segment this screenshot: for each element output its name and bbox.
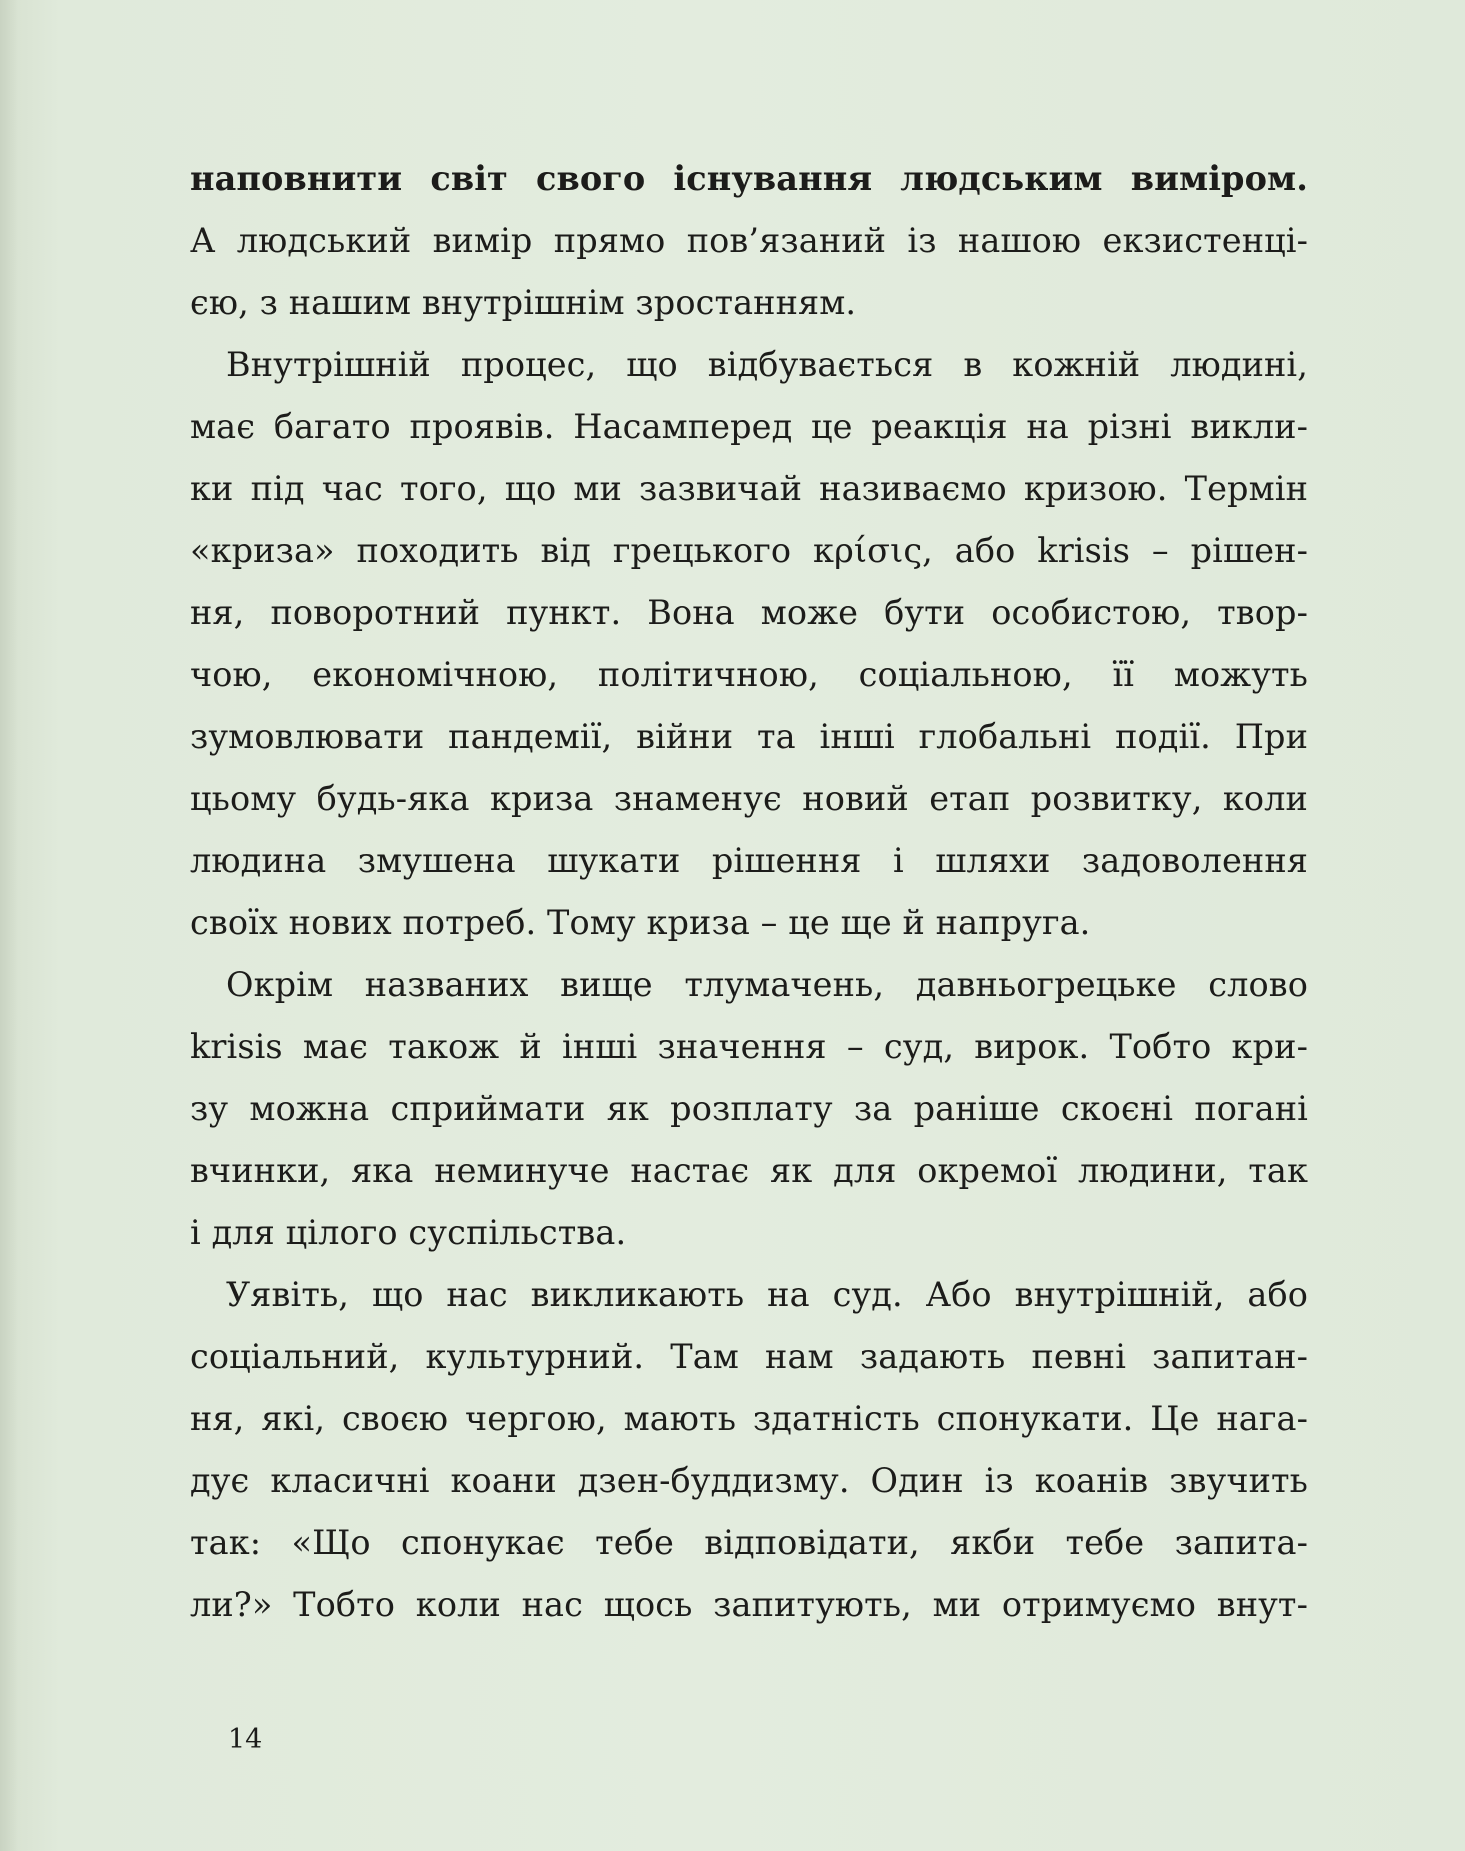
text-line: вчинки, яка неминуче настає як для окремої людини, так bbox=[190, 1151, 1308, 1190]
text-line: ня, поворотний пункт. Вона може бути особистою, твор- bbox=[190, 593, 1308, 632]
text-line: ки під час того, що ми зазвичай називаємо кризою. Термін bbox=[190, 469, 1308, 508]
text-line: «криза» походить від грецького κρίσις, або krisis – рішен- bbox=[190, 531, 1308, 570]
text-line: і для цілого суспільства. bbox=[190, 1213, 627, 1252]
text-line: соціальний, культурний. Там нам задають певні запитан- bbox=[190, 1337, 1308, 1376]
text-line: зу можна сприймати як розплату за раніше скоєні погані bbox=[190, 1089, 1308, 1128]
text-line: krisis має також й інші значення – суд, вирок. Тобто кри- bbox=[190, 1027, 1308, 1066]
text-line: Окрім названих вище тлумачень, давньогрецьке слово bbox=[226, 965, 1308, 1004]
text-line: цьому будь-яка криза знаменує новий етап розвитку, коли bbox=[190, 779, 1308, 818]
text-line: наповнити світ свого існування людським виміром. bbox=[190, 159, 1308, 198]
text-line: ли?» Тобто коли нас щось запитують, ми отримуємо внут- bbox=[190, 1585, 1308, 1624]
page-edge-shadow bbox=[0, 0, 18, 1851]
text-line: Уявіть, що нас викликають на суд. Або внутрішній, або bbox=[226, 1275, 1308, 1314]
page-number: 14 bbox=[228, 1724, 263, 1755]
text-line: так: «Що спонукає тебе відповідати, якби тебе запита- bbox=[190, 1523, 1308, 1562]
text-line: має багато проявів. Насамперед це реакція на різні викли- bbox=[190, 407, 1308, 446]
text-line: єю, з нашим внутрішнім зростанням. bbox=[190, 283, 857, 322]
body-text bbox=[190, 148, 1308, 1636]
text-line: ня, які, своєю чергою, мають здатність спонукати. Це нага- bbox=[190, 1399, 1308, 1438]
text-line: людина змушена шукати рішення і шляхи задоволення bbox=[190, 841, 1308, 880]
text-line: Внутрішній процес, що відбувається в кожній людині, bbox=[226, 345, 1308, 384]
text-line: своїх нових потреб. Тому криза – це ще й напруга. bbox=[190, 903, 1091, 942]
text-line: зумовлювати пандемії, війни та інші глобальні події. При bbox=[190, 717, 1308, 756]
text-line: дує класичні коани дзен-буддизму. Один із коанів звучить bbox=[190, 1461, 1308, 1500]
text-line: чою, економічною, політичною, соціальною, її можуть bbox=[190, 655, 1308, 694]
text-line: А людський вимір прямо пов’язаний із нашою екзистенці- bbox=[190, 221, 1308, 260]
